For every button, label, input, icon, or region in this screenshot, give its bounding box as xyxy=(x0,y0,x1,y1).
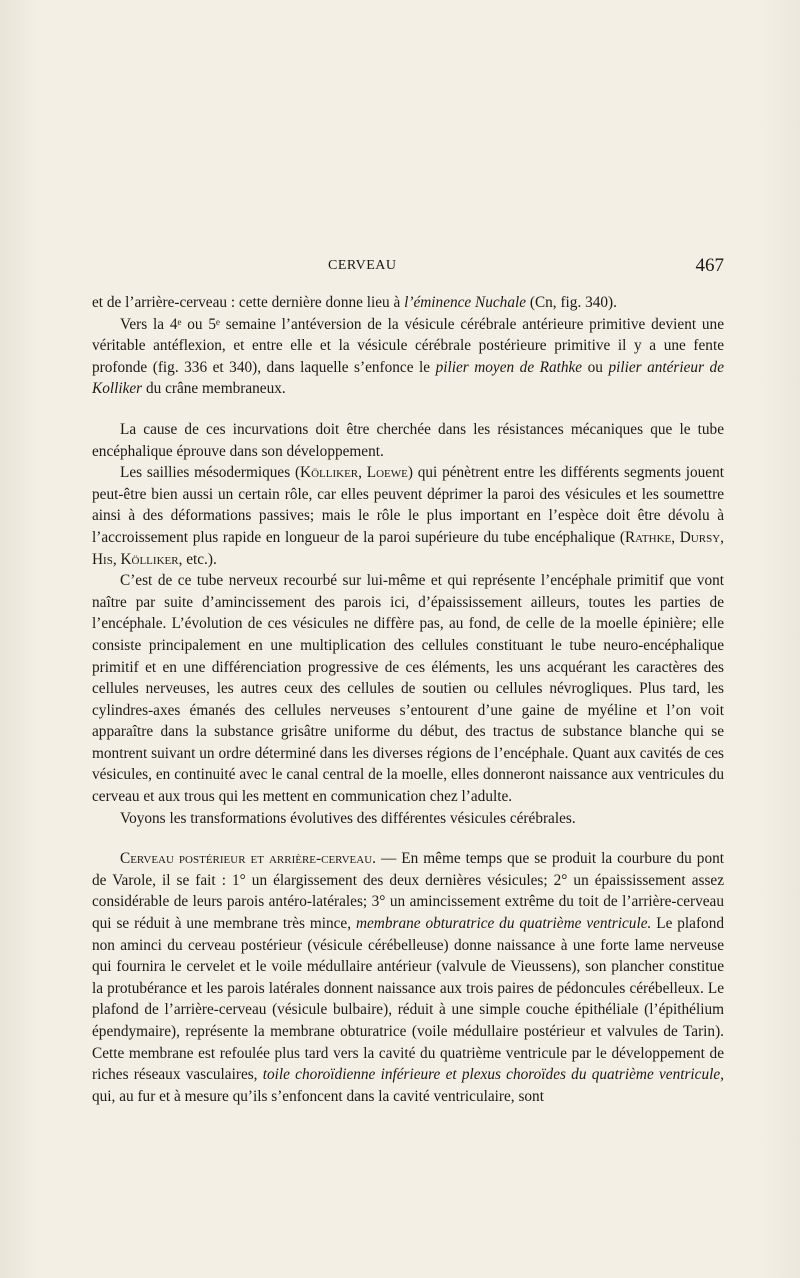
text-span: qui, au fur et à mesure qu’ils s’enfoncent dans la cavité ventriculaire, sont xyxy=(92,1087,544,1105)
paragraph-2 xyxy=(92,314,724,400)
italic-term: membrane obturatrice du quatrième ventricule. xyxy=(355,915,652,933)
paragraph-4 xyxy=(92,462,724,570)
page-number: 467 xyxy=(695,255,724,276)
text-span: — En même temps que se produit la courbure du pont de Varole, il se fait : 1° un élargissement des deux dernières vésicules; 2° un épaississement assez considérable de leurs parois antéro-latérales; 3° un amincissement extrême du toit de l’arrière-cerveau qui se réduit à une membrane très mince, xyxy=(92,850,724,933)
text-span: , etc.). xyxy=(178,550,217,568)
paragraph-6 xyxy=(92,808,724,830)
text-span: Les saillies mésodermiques ( xyxy=(120,464,301,482)
text-span: (Cn, fig. 340). xyxy=(526,294,617,311)
italic-term: pilier antérieur de Kolliker xyxy=(92,358,724,398)
text-span: ) qui pénètrent entre les différents segments jouent peut-être bien aussi un certain rôle, car elles peuvent déprimer la paroi des vésicules et les soumettre ainsi à des déformations passives; mais le rôle le plus important en l’espèce doit être dévolu à l’accroissement plus rapide en longueur de la paroi supérieure du tube encéphalique ( xyxy=(92,464,724,546)
running-head: CERVEAU xyxy=(328,258,397,273)
paragraph-7 xyxy=(92,848,724,1107)
italic-term: l’éminence Nuchale xyxy=(404,294,527,311)
text-span: ou xyxy=(582,358,609,376)
author-names: Kölliker, Loewe xyxy=(300,464,408,482)
body-text xyxy=(92,292,724,1107)
text-span: Voyons les transformations évolutives des différentes vésicules cérébrales. xyxy=(120,809,576,827)
text-span: Le plafond non aminci du cerveau postérieur (vésicule cérébelleuse) donne naissance à une forte lame nerveuse qui fournira le cervelet et le voile médullaire antérieur (valvule de Vieussens), son plancher constitue la protubérance et les parois latérales donnent naissance aux trois paires de pédoncules cérébelleux. Le plafond de l’arrière-cerveau (vésicule bulbaire), réduit à une simple couche épithéliale (l’épithélium épendymaire), représente la membrane obturatrice (voile médullaire postérieur et valvules de Tarin). Cette membrane est refoulée plus tard vers la cavité du quatrième ventricule par le développement de riches réseaux vasculaires, xyxy=(92,915,724,1084)
text-span: et de l’arrière-cerveau : cette dernière donne lieu à xyxy=(92,294,405,311)
author-names: Rathke, Dursy, His, Kölliker xyxy=(92,528,724,568)
text-span: C’est de ce tube nerveux recourbé sur lui-même et qui représente l’encéphale primitif que vont naître par suite d’amincissement des parois ici, d’épaississement ailleurs, toutes les parties de l’encéphale. L’évolution de ces vésicules ne diffère pas, au fond, de celle de la moelle épinière; elle consiste principalement en une multiplication des cellules constituant le tube neuro-encéphalique primitif et en une différenciation progressive de ces éléments, les uns acquérant les caractères des cellules nerveuses, les autres ceux des cellules de soutien ou cellules névrogliques. Plus tard, les cylindres-axes émanés des cellules nerveuses s’entourent d’une gaine de myéline et l’on voit apparaître dans la substance grisâtre uniforme du début, des tractus de substance blanche qui se montrent suivant un ordre déterminé dans les diverses régions de l’encéphale. Quant aux cavités de ces vésicules, en continuité avec le canal central de la moelle, elles donneront naissance aux ventricules du cerveau et aux trous qui les mettent en communication chez l’adulte. xyxy=(92,572,724,806)
text-span: Vers la 4ᵉ ou 5ᵉ semaine l’antéversion de la vésicule cérébrale antérieure primitive devient une véritable antéflexion, et entre elle et la vésicule cérébrale postérieure primitive il y a une fente profonde (fig. 336 et 340), dans laquelle s’enfonce le xyxy=(92,315,724,376)
paragraph-5 xyxy=(92,570,724,808)
text-span: du crâne membraneux. xyxy=(142,380,286,398)
paragraph-3 xyxy=(92,419,724,462)
page-header xyxy=(92,256,724,278)
text-span: La cause de ces incurvations doit être cherchée dans les résistances mécaniques que le tube encéphalique éprouve dans son développement. xyxy=(92,420,724,460)
paragraph-1 xyxy=(92,292,724,314)
italic-term: pilier moyen de Rathke xyxy=(435,358,583,376)
section-heading: Cerveau postérieur et arrière-cerveau. xyxy=(120,850,376,868)
italic-term: toile choroïdienne inférieure et plexus choroïdes du quatrième ventricule, xyxy=(262,1066,724,1084)
